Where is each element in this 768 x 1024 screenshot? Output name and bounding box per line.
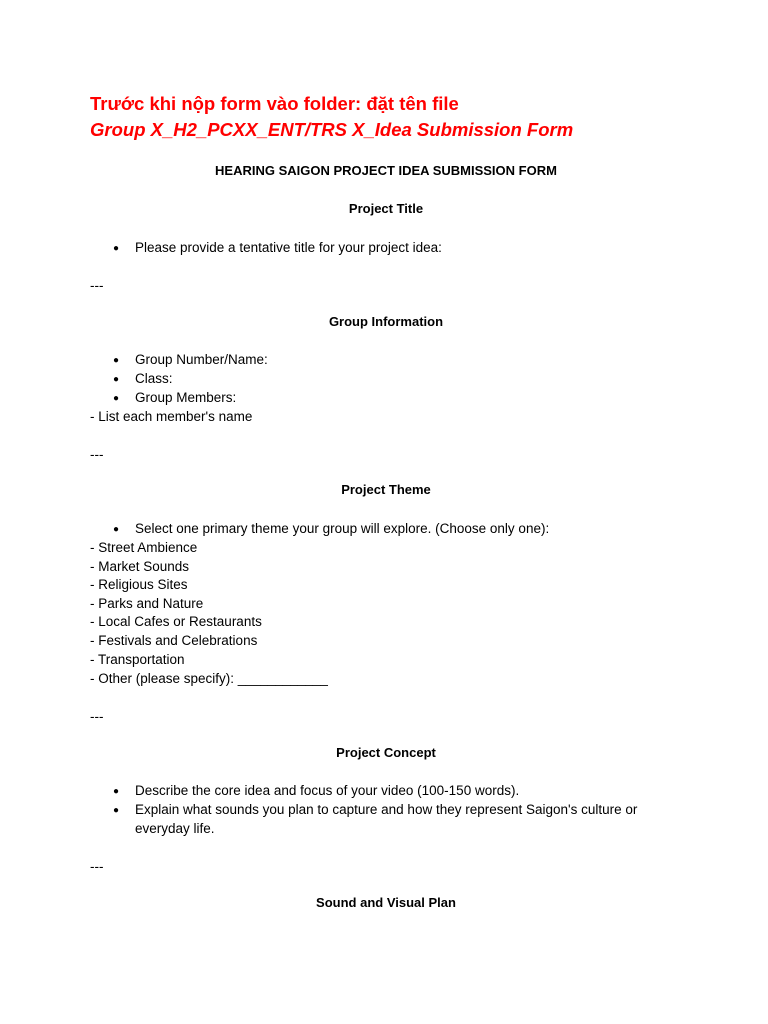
bullet-text: Describe the core idea and focus of your video (100-150 words). — [135, 783, 520, 798]
section-separator: --- — [90, 447, 104, 462]
bullet-icon: ● — [113, 524, 120, 535]
section-heading-sound-visual-plan: Sound and Visual Plan — [316, 895, 456, 910]
form-title: HEARING SAIGON PROJECT IDEA SUBMISSION FORM — [215, 163, 557, 178]
bullet-item — [113, 800, 665, 838]
naming-instruction: Trước khi nộp form vào folder: đặt tên file — [90, 93, 459, 114]
bullet-text: Explain what sounds you plan to capture and how they represent Saigon's culture or everyday life. — [135, 802, 638, 836]
section-heading-project-title: Project Title — [348, 201, 424, 216]
theme-option-other: - Other (please specify): ____________ — [90, 671, 328, 686]
theme-option: - Market Sounds — [90, 559, 190, 574]
bullet-item — [113, 781, 665, 801]
bullet-icon: ● — [113, 243, 120, 254]
bullet-icon: ● — [113, 786, 120, 797]
theme-option: - Local Cafes or Restaurants — [90, 614, 262, 629]
bullet-text: Class: — [135, 371, 173, 386]
member-list-note: - List each member's name — [90, 409, 253, 424]
section-heading-project-theme: Project Theme — [341, 482, 431, 497]
section-separator: --- — [90, 278, 104, 293]
theme-option: - Festivals and Celebrations — [90, 633, 258, 648]
file-name-format: Group X_H2_PCXX_ENT/TRS X_Idea Submission Form — [90, 119, 574, 140]
bullet-item — [113, 238, 665, 258]
theme-option: - Parks and Nature — [90, 596, 204, 611]
theme-option: - Religious Sites — [90, 577, 188, 592]
bullet-text: Group Members: — [135, 390, 237, 405]
bullet-icon: ● — [113, 393, 120, 404]
bullet-icon: ● — [113, 355, 120, 366]
theme-option: - Transportation — [90, 652, 185, 667]
bullet-item — [113, 350, 665, 370]
theme-option: - Street Ambience — [90, 540, 198, 555]
bullet-icon: ● — [113, 805, 120, 816]
bullet-icon: ● — [113, 374, 120, 385]
bullet-item — [113, 388, 665, 408]
bullet-text: Select one primary theme your group will explore. (Choose only one): — [135, 521, 550, 536]
section-heading-project-concept: Project Concept — [336, 745, 436, 760]
bullet-text: Please provide a tentative title for your project idea: — [135, 240, 442, 255]
bullet-text: Group Number/Name: — [135, 352, 268, 367]
bullet-item — [113, 369, 665, 389]
section-separator: --- — [90, 859, 104, 874]
section-separator: --- — [90, 709, 104, 724]
bullet-item — [113, 519, 665, 539]
section-heading-group-information: Group Information — [328, 314, 444, 329]
